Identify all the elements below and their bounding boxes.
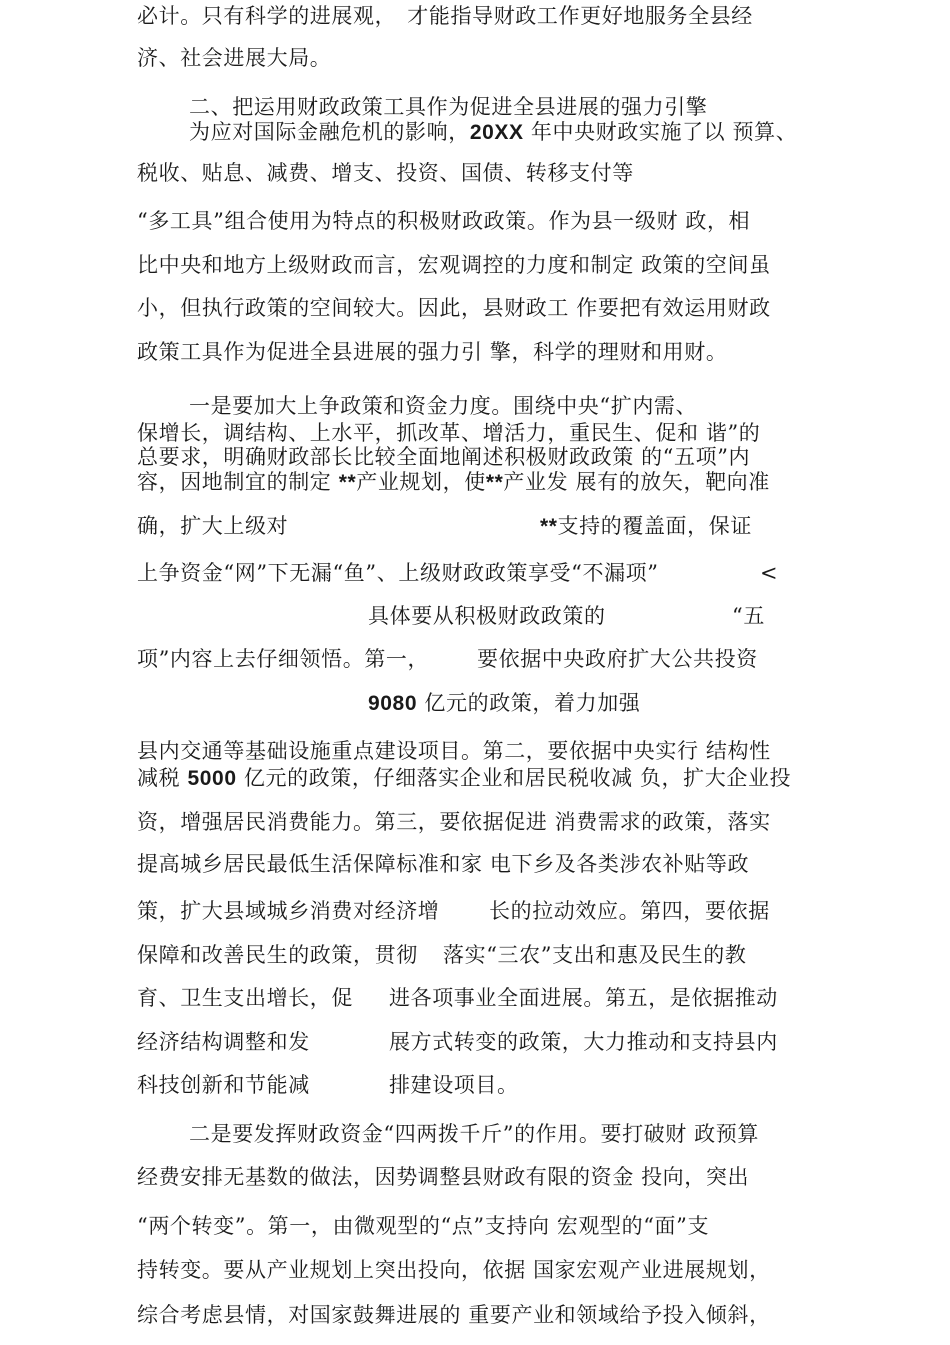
text-line: 策，扩大县域城乡消费对经济增 bbox=[137, 899, 440, 923]
text-line: 税收、贴息、减费、增支、投资、国债、转移支付等 bbox=[137, 161, 634, 185]
text-line: 政策工具作为促进全县进展的强力引 擎，科学的理财和用财。 bbox=[137, 340, 728, 364]
text-line: 必计。只有科学的进展观， 才能指导财政工作更好地服务全县经 bbox=[137, 4, 753, 28]
text-line: “五 bbox=[732, 604, 765, 628]
text-line: 减税 5000 亿元的政策，仔细落实企业和居民税收减 负，扩大企业投 bbox=[137, 766, 792, 790]
text-line: 比中央和地方上级财政而言，宏观调控的力度和制定 政策的空间虽 bbox=[137, 253, 771, 277]
text-line: 育、卫生支出增长，促 bbox=[137, 986, 353, 1010]
text-line: 容，因地制宜的制定 **产业规划，使**产业发 展有的放矢，靶向准 bbox=[137, 470, 770, 494]
text-line: 资，增强居民消费能力。第三，要依据促进 消费需求的政策，落实 bbox=[137, 810, 771, 834]
text-line: 经济结构调整和发 bbox=[137, 1030, 310, 1054]
text-line: **支持的覆盖面，保证 bbox=[540, 514, 752, 538]
text-line: 长的拉动效应。第四，要依据 bbox=[489, 899, 770, 923]
text-line: 排建设项目。 bbox=[389, 1073, 519, 1097]
text-line: “多工具”组合使用为特点的积极财政政策。作为县一级财 政，相 bbox=[137, 209, 751, 233]
text-line: 持转变。要从产业规划上突出投向，依据 国家宏观产业进展规划， bbox=[137, 1258, 771, 1282]
text-line: 提高城乡居民最低生活保障标准和家 电下乡及各类涉农补贴等政 bbox=[137, 852, 750, 876]
text-line: 具体要从积极财政政策的 bbox=[368, 604, 606, 628]
text-line: 展方式转变的政策，大力推动和支持县内 bbox=[389, 1030, 778, 1054]
text-line: 项”内容上去仔细领悟。第一， bbox=[137, 647, 430, 671]
text-line: 济、社会进展大局。 bbox=[137, 46, 332, 70]
text-line: 小，但执行政策的空间较大。因此，县财政工 作要把有效运用财政 bbox=[137, 296, 771, 320]
text-line: 落实“三农”支出和惠及民生的教 bbox=[443, 943, 747, 967]
text-line: 确，扩大上级对 bbox=[137, 514, 289, 538]
text-line: 进各项事业全面进展。第五，是依据推动 bbox=[389, 986, 778, 1010]
text-line: < bbox=[760, 561, 779, 585]
text-line: 科技创新和节能减 bbox=[137, 1073, 310, 1097]
text-line: 保增长，调结构、上水平，抓改革、增活力，重民生、促和 谐”的 bbox=[137, 421, 761, 445]
text-line: “两个转变”。第一，由微观型的“点”支持向 宏观型的“面”支 bbox=[137, 1214, 710, 1238]
text-line: 县内交通等基础设施重点建设项目。第二，要依据中央实行 结构性 bbox=[137, 739, 771, 763]
text-line: 经费安排无基数的做法，因势调整县财政有限的资金 投向，突出 bbox=[137, 1165, 750, 1189]
text-line: 综合考虑县情，对国家鼓舞进展的 重要产业和领域给予投入倾斜， bbox=[137, 1303, 771, 1327]
text-line: 总要求，明确财政部长比较全面地阐述积极财政政策 的“五项”内 bbox=[137, 445, 751, 469]
text-line: 要依据中央政府扩大公共投资 bbox=[477, 647, 758, 671]
text-line: 为应对国际金融危机的影响，20XX 年中央财政实施了以 预算、 bbox=[189, 120, 798, 144]
text-line: 上争资金“网”下无漏“鱼”、上级财政政策享受“不漏项” bbox=[137, 561, 659, 585]
text-line: 保障和改善民生的政策，贯彻 bbox=[137, 943, 418, 967]
text-line: 一是要加大上争政策和资金力度。围绕中央“扩内需、 bbox=[189, 394, 698, 418]
section-heading: 二、把运用财政政策工具作为促进全县进展的强力引擎 bbox=[189, 95, 708, 119]
text-line: 二是要发挥财政资金“四两拨千斤”的作用。要打破财 政预算 bbox=[189, 1122, 759, 1146]
text-line: 9080 亿元的政策，着力加强 bbox=[368, 691, 641, 715]
